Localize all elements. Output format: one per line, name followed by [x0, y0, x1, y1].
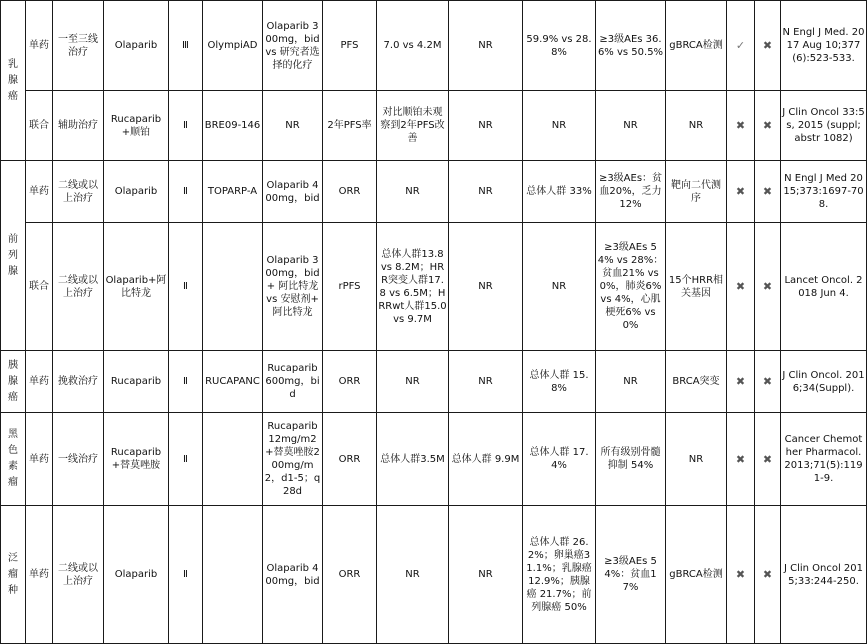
- biomarker-cell: NR: [666, 91, 727, 161]
- drug-cell: Olaparib: [104, 506, 169, 644]
- dosing-cell: Olaparib 300mg，bid vs 研究者选择的化疗: [263, 1, 323, 91]
- treatment-line-cell: 一线治疗: [53, 413, 104, 506]
- orr-cell: 59.9% vs 28.8%: [523, 1, 596, 91]
- phase-cell: Ⅲ: [169, 1, 203, 91]
- pfs-cell: NR: [377, 351, 449, 413]
- os-cell: NR: [449, 161, 523, 223]
- treatment-line-cell: 挽救治疗: [53, 351, 104, 413]
- regimen-type-cell: 单药: [26, 506, 53, 644]
- regimen-type-cell: 单药: [26, 1, 53, 91]
- trial-name-cell: BRE09-146: [203, 91, 263, 161]
- orr-cell: NR: [523, 223, 596, 351]
- os-cell: NR: [449, 1, 523, 91]
- cross-icon: ✖: [727, 506, 755, 644]
- cross-icon: ✖: [727, 413, 755, 506]
- regimen-type-cell: 单药: [26, 351, 53, 413]
- regimen-type-cell: 联合: [26, 223, 53, 351]
- treatment-line-cell: 辅助治疗: [53, 91, 104, 161]
- tumor-type-cell: 前列腺: [1, 161, 26, 351]
- os-cell: NR: [449, 91, 523, 161]
- tumor-type-cell: 泛瘤种: [1, 506, 26, 644]
- biomarker-cell: 15个HRR相关基因: [666, 223, 727, 351]
- os-cell: NR: [449, 351, 523, 413]
- dosing-cell: Olaparib 400mg，bid: [263, 161, 323, 223]
- drug-cell: Olaparib+阿比特龙: [104, 223, 169, 351]
- orr-cell: 总体人群 15.8%: [523, 351, 596, 413]
- endpoint-cell: 2年PFS率: [323, 91, 377, 161]
- check-icon: ✓: [727, 1, 755, 91]
- dosing-cell: Olaparib 400mg，bid: [263, 506, 323, 644]
- safety-cell: 所有级别骨髓抑制 54%: [596, 413, 666, 506]
- treatment-line-cell: 二线或以上治疗: [53, 223, 104, 351]
- phase-cell: Ⅱ: [169, 161, 203, 223]
- drug-cell: Rucaparib: [104, 351, 169, 413]
- drug-cell: Rucaparib+替莫唑胺: [104, 413, 169, 506]
- table-row: [1, 161, 867, 223]
- dosing-cell: Rucaparib 600mg，bid: [263, 351, 323, 413]
- orr-cell: 总体人群 33%: [523, 161, 596, 223]
- phase-cell: Ⅱ: [169, 506, 203, 644]
- biomarker-cell: gBRCA检测: [666, 1, 727, 91]
- dosing-cell: NR: [263, 91, 323, 161]
- orr-cell: NR: [523, 91, 596, 161]
- drug-cell: Olaparib: [104, 161, 169, 223]
- endpoint-cell: ORR: [323, 351, 377, 413]
- endpoint-cell: ORR: [323, 161, 377, 223]
- regimen-type-cell: 单药: [26, 413, 53, 506]
- os-cell: 总体人群 9.9M: [449, 413, 523, 506]
- cross-icon: ✖: [755, 223, 781, 351]
- drug-cell: Rucaparib+顺铂: [104, 91, 169, 161]
- cross-icon: ✖: [755, 351, 781, 413]
- biomarker-cell: 靶向二代测序: [666, 161, 727, 223]
- safety-cell: ≥3级AEs 36.6% vs 50.5%: [596, 1, 666, 91]
- safety-cell: ≥3级AEs 54%：贫血17%: [596, 506, 666, 644]
- pfs-cell: 对比顺铂未观察到2年PFS改善: [377, 91, 449, 161]
- pfs-cell: NR: [377, 506, 449, 644]
- table-row: [1, 91, 867, 161]
- os-cell: NR: [449, 506, 523, 644]
- cross-icon: ✖: [727, 161, 755, 223]
- reference-cell: N Engl J Med. 2017 Aug 10;377(6):523-533.: [781, 1, 867, 91]
- safety-cell: ≥3级AEs：贫血20%，乏力12%: [596, 161, 666, 223]
- trial-name-cell: [203, 413, 263, 506]
- treatment-line-cell: 一至三线治疗: [53, 1, 104, 91]
- pfs-cell: 7.0 vs 4.2M: [377, 1, 449, 91]
- reference-cell: Cancer Chemother Pharmacol. 2013;71(5):1191-9.: [781, 413, 867, 506]
- biomarker-cell: gBRCA检测: [666, 506, 727, 644]
- regimen-type-cell: 联合: [26, 91, 53, 161]
- biomarker-cell: BRCA突变: [666, 351, 727, 413]
- cross-icon: ✖: [755, 161, 781, 223]
- trial-name-cell: [203, 223, 263, 351]
- phase-cell: Ⅱ: [169, 91, 203, 161]
- table-row: [1, 413, 867, 506]
- pfs-cell: 总体人群3.5M: [377, 413, 449, 506]
- table-row: [1, 223, 867, 351]
- reference-cell: J Clin Oncol 2015;33:244-250.: [781, 506, 867, 644]
- drug-cell: Olaparib: [104, 1, 169, 91]
- cross-icon: ✖: [755, 506, 781, 644]
- trial-name-cell: [203, 506, 263, 644]
- tumor-type-cell: 胰腺癌: [1, 351, 26, 413]
- os-cell: NR: [449, 223, 523, 351]
- treatment-line-cell: 二线或以上治疗: [53, 506, 104, 644]
- dosing-cell: Rucaparib 12mg/m2+替莫唑胺200mg/m2，d1-5；q28d: [263, 413, 323, 506]
- regimen-type-cell: 单药: [26, 161, 53, 223]
- cross-icon: ✖: [727, 223, 755, 351]
- trial-name-cell: RUCAPANC: [203, 351, 263, 413]
- reference-cell: J Clin Oncol. 2016;34(Suppl).: [781, 351, 867, 413]
- endpoint-cell: rPFS: [323, 223, 377, 351]
- treatment-line-cell: 二线或以上治疗: [53, 161, 104, 223]
- trial-name-cell: TOPARP-A: [203, 161, 263, 223]
- safety-cell: NR: [596, 351, 666, 413]
- table-row: [1, 1, 867, 91]
- trial-name-cell: OlympiAD: [203, 1, 263, 91]
- orr-cell: 总体人群 26.2%；卵巢癌31.1%；乳腺癌 12.9%；胰腺癌 21.7%；前列腺癌 50%: [523, 506, 596, 644]
- biomarker-cell: NR: [666, 413, 727, 506]
- phase-cell: Ⅱ: [169, 351, 203, 413]
- cross-icon: ✖: [727, 351, 755, 413]
- pfs-cell: NR: [377, 161, 449, 223]
- cross-icon: ✖: [755, 91, 781, 161]
- safety-cell: ≥3级AEs 54% vs 28%：贫血21% vs 0%，肺炎6% vs 4%，心肌梗死6% vs 0%: [596, 223, 666, 351]
- table-row: [1, 506, 867, 644]
- reference-cell: J Clin Oncol 33:5s, 2015 (suppl; abstr 1082): [781, 91, 867, 161]
- orr-cell: 总体人群 17.4%: [523, 413, 596, 506]
- endpoint-cell: ORR: [323, 413, 377, 506]
- cross-icon: ✖: [755, 1, 781, 91]
- safety-cell: NR: [596, 91, 666, 161]
- tumor-type-cell: 黑色素瘤: [1, 413, 26, 506]
- tumor-type-cell: 乳腺癌: [1, 1, 26, 161]
- cross-icon: ✖: [755, 413, 781, 506]
- pfs-cell: 总体人群13.8 vs 8.2M；HRR突变人群17.8 vs 6.5M；HRRwt人群15.0 vs 9.7M: [377, 223, 449, 351]
- reference-cell: Lancet Oncol. 2018 Jun 4.: [781, 223, 867, 351]
- endpoint-cell: PFS: [323, 1, 377, 91]
- phase-cell: Ⅱ: [169, 223, 203, 351]
- phase-cell: Ⅱ: [169, 413, 203, 506]
- cross-icon: ✖: [727, 91, 755, 161]
- reference-cell: N Engl J Med 2015;373:1697-708.: [781, 161, 867, 223]
- table-row: [1, 351, 867, 413]
- dosing-cell: Olaparib 300mg，bid + 阿比特龙 vs 安慰剂+ 阿比特龙: [263, 223, 323, 351]
- endpoint-cell: ORR: [323, 506, 377, 644]
